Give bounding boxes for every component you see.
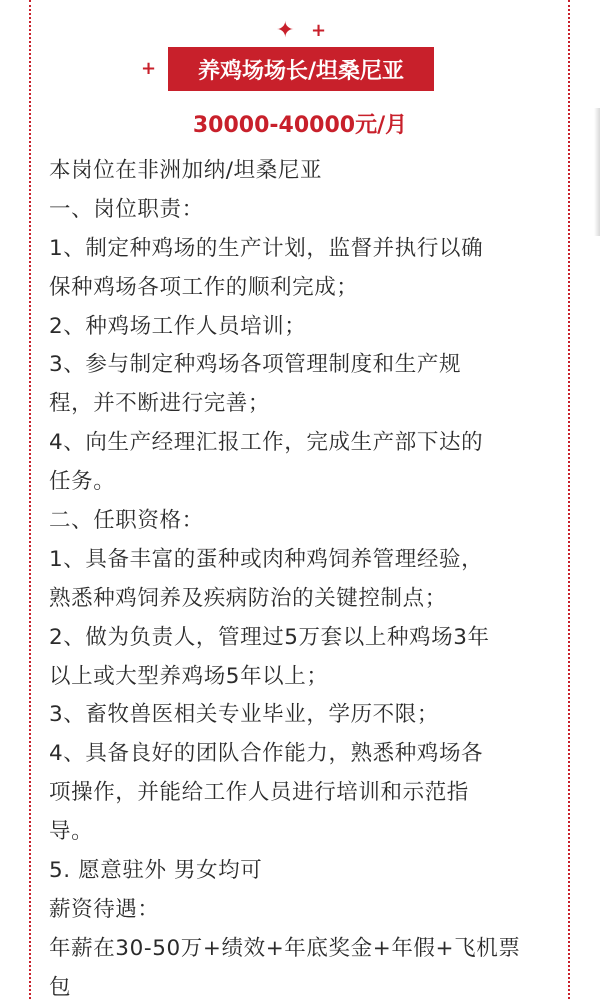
description-line: 2、种鸡场工作人员培训；	[49, 313, 307, 339]
job-description	[49, 152, 559, 999]
description-line: 2、做为负责人，管理过5万套以上种鸡场3年	[49, 624, 490, 650]
description-line: 包	[49, 974, 72, 999]
description-line: 薪资待遇：	[49, 896, 160, 922]
description-line: 任务。	[49, 469, 116, 495]
description-line: 本岗位在非洲加纳/坦桑尼亚	[49, 158, 323, 183]
description-line: 一、岗位职责：	[49, 196, 204, 222]
left-dotted-border	[29, 0, 31, 999]
description-line: 导。	[49, 819, 94, 845]
description-line: 二、任职资格：	[49, 508, 204, 534]
plus-icon: +	[311, 20, 327, 41]
salary-range: 30000-40000元/月	[192, 113, 408, 138]
description-line: 熟悉种鸡饲养及疾病防治的关键控制点；	[49, 585, 447, 611]
description-line: 3、参与制定种鸡场各项管理制度和生产规	[49, 352, 462, 378]
description-line: 程，并不断进行完善；	[49, 391, 271, 417]
description-line: 年薪在30-50万+绩效+年底奖金+年假+飞机票	[49, 935, 521, 961]
job-title: 养鸡场场长/坦桑尼亚	[197, 58, 405, 84]
plus-icon: +	[141, 58, 157, 79]
sparkle-icon: ✦	[276, 18, 295, 43]
description-line: 保种鸡场各项工作的顺利完成；	[49, 274, 359, 300]
right-dotted-border	[568, 0, 570, 999]
description-line: 1、制定种鸡场的生产计划，监督并执行以确	[49, 235, 484, 261]
description-line: 以上或大型养鸡场5年以上；	[49, 663, 329, 689]
description-line: 3、畜牧兽医相关专业毕业，学历不限；	[49, 702, 439, 728]
description-line: 1、具备丰富的蛋种或肉种鸡饲养管理经验，	[49, 546, 484, 572]
description-line: 项操作，并能给工作人员进行培训和示范指	[49, 780, 469, 806]
job-title-banner	[168, 47, 434, 91]
description-line: 4、具备良好的团队合作能力，熟悉种鸡场各	[49, 741, 484, 767]
description-line: 4、向生产经理汇报工作，完成生产部下达的	[49, 430, 484, 456]
description-line: 5. 愿意驻外 男女均可	[49, 858, 263, 884]
